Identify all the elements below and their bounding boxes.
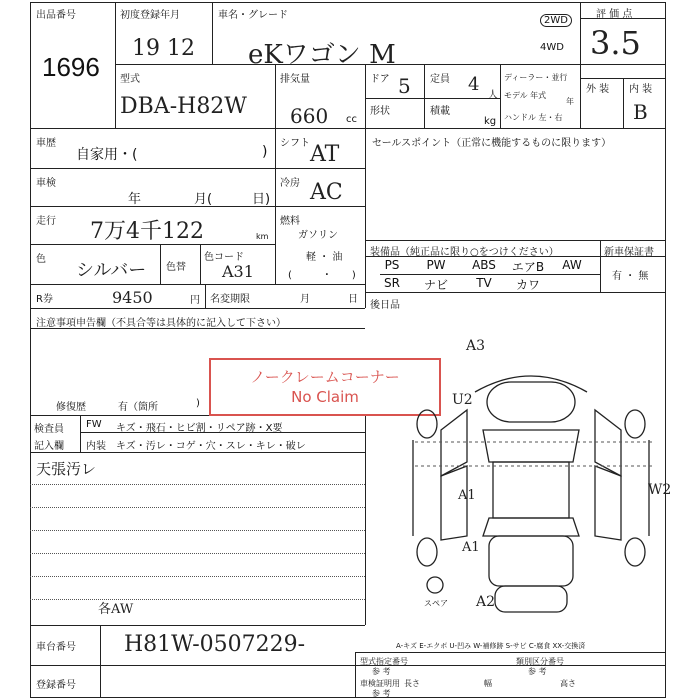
fuel-gasoline: ガソリン [298, 230, 338, 241]
no-claim-line2: No Claim [291, 388, 359, 406]
name-change-month: 月 [300, 294, 310, 305]
lot-label: 出品番号 [36, 10, 76, 21]
disp-label: 排気量 [280, 74, 310, 85]
model-label: 型式 [120, 74, 140, 85]
equip-pw: PW [426, 258, 446, 272]
doors-label: ドア [370, 74, 390, 85]
name-grade-label: 車名・グレード [218, 10, 288, 21]
notes-label: 注意事項申告欄（不具合等は具体的に記入して下さい） [36, 318, 286, 329]
grade-label: 評 価 点 [596, 9, 633, 20]
ac-label: 冷房 [280, 178, 300, 189]
chassis-value: H81W-0507229- [124, 632, 306, 657]
handwritten-note-2: 各AW [98, 602, 134, 617]
chassis-label: 車台番号 [36, 642, 76, 653]
registration-label: 登録番号 [36, 680, 76, 691]
drive-4wd: 4WD [540, 42, 564, 53]
length-label: 長さ [404, 679, 420, 688]
exterior-label: 外 装 [586, 84, 610, 95]
handle-label: ハンドル 左・右 [504, 113, 563, 122]
interior-label: 内 装 [629, 84, 653, 95]
inspection-day: 日) [252, 192, 271, 207]
color-value: シルバー [76, 260, 147, 281]
equip-aw: AW [562, 258, 582, 272]
equip-ps: PS [384, 258, 400, 272]
repair-value: 有（箇所 [118, 402, 158, 413]
equip-airbag: エアB [511, 260, 545, 274]
equip-abs: ABS [472, 258, 496, 272]
doors-value: 5 [398, 74, 411, 98]
color-label: 色 [36, 254, 46, 265]
rear-items-label: 後日品 [370, 300, 400, 311]
model-value: DBA-H82W [120, 94, 247, 119]
spare-label: スペア [424, 599, 448, 608]
interior-grade: B [633, 100, 648, 124]
ref-label: 参 考 [372, 689, 391, 698]
repair-label: 修復歴 [56, 402, 86, 413]
first-reg-label: 初度登録年月 [120, 10, 180, 21]
ac-value: AC [310, 180, 343, 205]
type-number-ref: 参 考 [372, 667, 391, 676]
warranty-value: 有 ・ 無 [612, 271, 649, 282]
damage-mark-w2: W2 [648, 482, 672, 498]
interior-check-text: キズ・汚レ・コゲ・穴・スレ・キレ・破レ [116, 441, 306, 452]
no-claim-line1: ノークレームコーナー [250, 368, 400, 386]
shift-label: シフト [280, 138, 310, 149]
height-label: 高さ [560, 679, 576, 688]
inspection-year: 年 [128, 192, 142, 207]
shape-label: 形状 [370, 106, 390, 117]
damage-mark-u2: U2 [452, 392, 473, 408]
recycle-unit: 円 [190, 295, 200, 306]
inspector-label: 検査員 [34, 424, 64, 435]
width-label: 幅 [484, 679, 492, 688]
damage-mark-a1-lower: A1 [462, 540, 480, 555]
mileage-label: 走行 [36, 216, 56, 227]
recycle-label: R券 [36, 294, 53, 305]
load-label: 積載 [430, 106, 450, 117]
shift-value: AT [310, 142, 340, 167]
damage-legend: A-キズ E-エクボ U-凹み W-補修跡 S-サビ C-腐食 XX-交換済 [396, 642, 586, 650]
history-value: 自家用・( [76, 147, 138, 163]
mileage-value: 7万4千122 [90, 219, 204, 244]
equip-tv: TV [476, 276, 492, 290]
repair-close: ) [196, 398, 200, 409]
name-change-day: 日 [348, 294, 358, 305]
equip-sr: SR [384, 276, 400, 290]
equip-leather: カワ [515, 278, 540, 292]
capacity-unit: 人 [488, 90, 498, 101]
inspection-label: 車検 [36, 178, 56, 189]
capacity-value: 4 [468, 74, 480, 95]
dealer-label: ディーラー・並行 [504, 73, 568, 82]
damage-mark-a1-upper: A1 [458, 488, 476, 503]
load-unit: kg [484, 116, 497, 127]
name-change-label: 名変期限 [210, 294, 250, 305]
interior-check-label: 内装 [86, 441, 106, 452]
history-close: ) [262, 144, 268, 160]
class-number-ref: 参 考 [528, 667, 547, 676]
type-number-label: 型式指定番号 [360, 657, 408, 666]
handwritten-note-1: 天張汚レ [36, 460, 97, 478]
equip-navi: ナビ [423, 278, 448, 292]
color-code-label: 色コード [204, 252, 244, 263]
fuel-label: 燃料 [280, 216, 300, 227]
sales-point-label: セールスポイント（正常に機能するものに限ります） [372, 138, 612, 149]
warranty-label: 新車保証書 [604, 247, 654, 258]
class-number-label: 類別区分番号 [516, 657, 564, 666]
first-reg-value: 19 12 [132, 36, 195, 61]
recycle-value: 9450 [112, 288, 153, 307]
damage-mark-a2: A2 [476, 594, 496, 610]
color-code-value: A31 [222, 262, 254, 281]
repaint-label: 色替 [166, 262, 186, 273]
fw-text: キズ・飛石・ヒビ割・リペア跡・X要 [116, 423, 283, 434]
name-grade-value: eKワゴン M [248, 40, 396, 70]
fuel-kei: 軽 ・ 油 [306, 252, 343, 263]
model-year-label: モデル 年式 [504, 91, 547, 100]
drive-2wd: 2WD [540, 14, 572, 27]
entry-label: 記入欄 [34, 441, 64, 452]
fuel-paren: ( ・ ) [288, 270, 356, 281]
fw-label: FW [86, 419, 102, 430]
inspection-month: 月( [194, 192, 213, 207]
history-label: 車歴 [36, 138, 56, 149]
mileage-unit: km [256, 232, 269, 241]
grade-value: 3.5 [590, 24, 641, 62]
lot-number: 1696 [42, 52, 100, 82]
cert-label: 車検証明用 [360, 679, 400, 688]
disp-unit: cc [346, 114, 357, 125]
damage-mark-a3: A3 [466, 338, 486, 354]
car-damage-diagram [405, 330, 665, 630]
disp-value: 660 [290, 104, 329, 128]
capacity-label: 定員 [430, 74, 450, 85]
year-unit: 年 [566, 97, 574, 106]
equipment-label: 装備品（純正品に限り○をつけください） [370, 247, 559, 258]
